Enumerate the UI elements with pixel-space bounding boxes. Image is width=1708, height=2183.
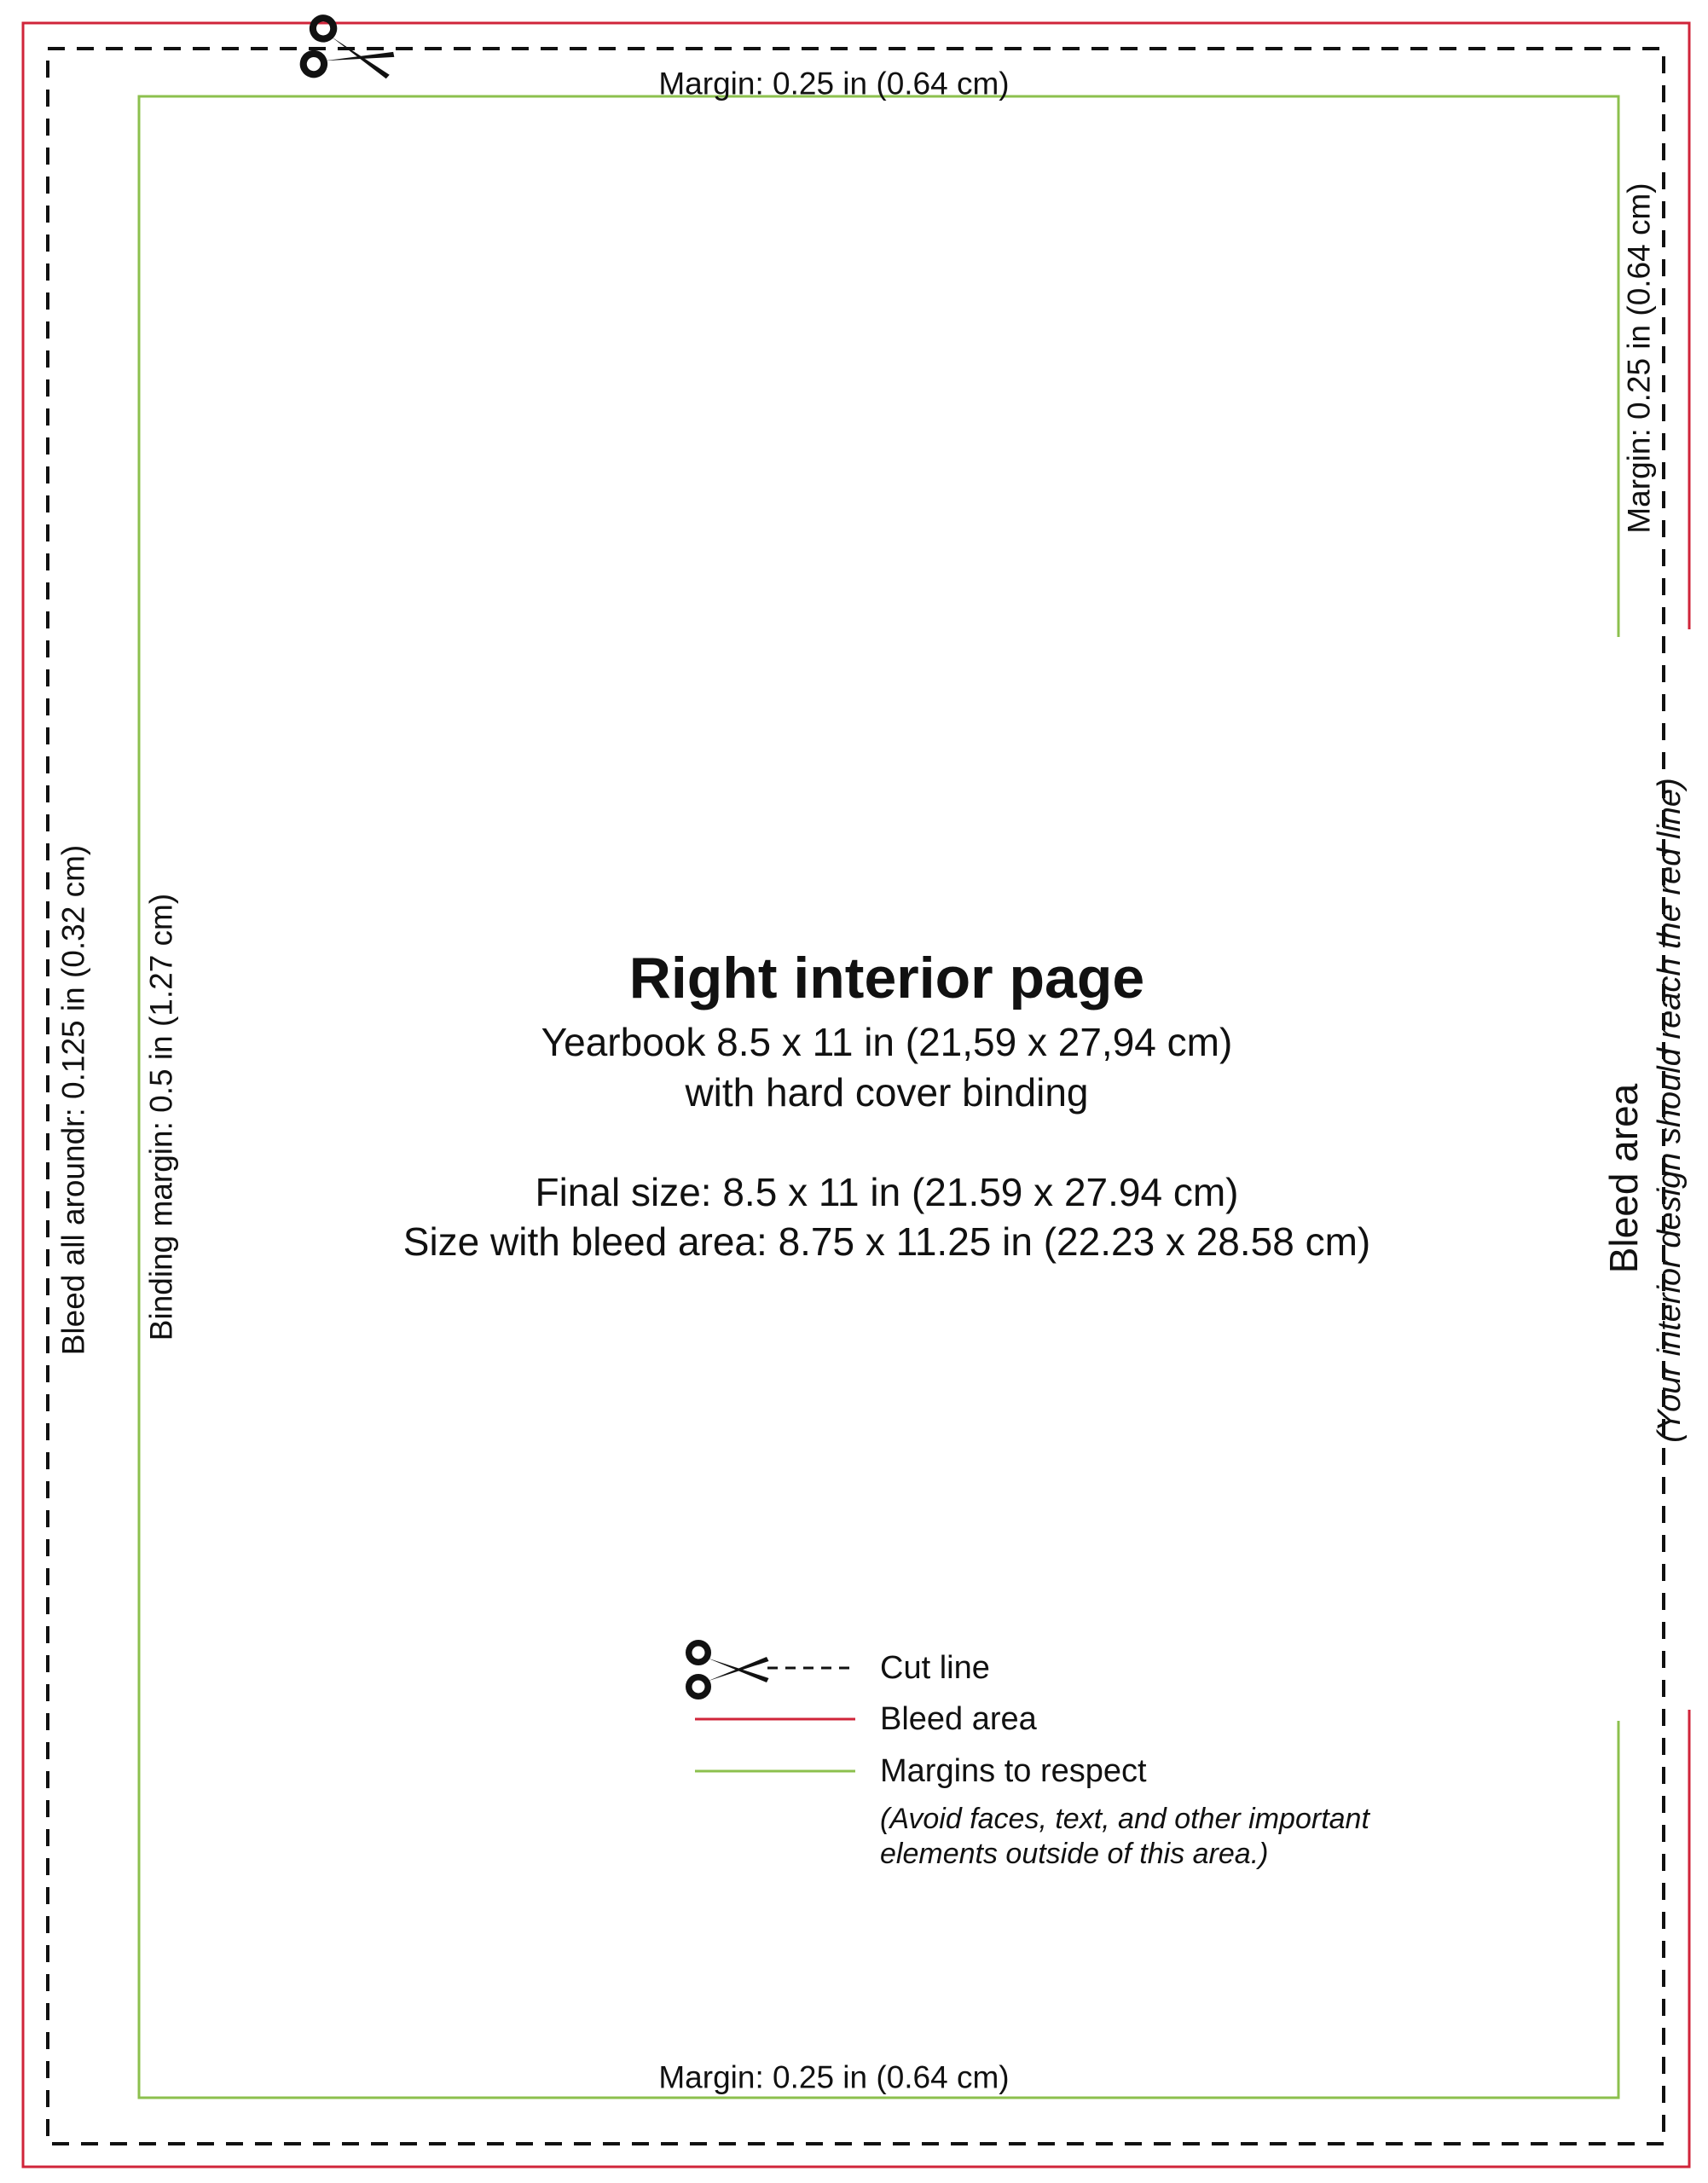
subtitle-line: Yearbook 8.5 x 11 in (21,59 x 27,94 cm) bbox=[541, 1019, 1233, 1064]
legend-margin-note-line: (Avoid faces, text, and other important bbox=[880, 1803, 1369, 1835]
scissors-icon bbox=[689, 1643, 769, 1697]
bottom-margin-label: Margin: 0.25 in (0.64 cm) bbox=[658, 2059, 1010, 2095]
binding-margin-label: Binding margin: 0.5 in (1.27 cm) bbox=[143, 893, 179, 1341]
bleed-note-label: (Your interior design should reach the red line) bbox=[1652, 778, 1688, 1443]
subtitle-line: with hard cover binding bbox=[685, 1069, 1089, 1115]
final-size-line: Final size: 8.5 x 11 in (21.59 x 27.94 cm) bbox=[535, 1169, 1239, 1214]
bleed-area-label: Bleed area bbox=[1601, 1083, 1646, 1274]
legend-bleed-label: Bleed area bbox=[880, 1701, 1037, 1737]
page-title: Right interior page bbox=[628, 946, 1145, 1010]
page-info bbox=[403, 947, 1370, 1267]
bleed-size-line: Size with bleed area: 8.75 x 11.25 in (22.23 x 28.58 cm) bbox=[402, 1219, 1371, 1265]
scissors-icon bbox=[301, 15, 399, 93]
bleed-all-around-label: Bleed all aroundr: 0.125 in (0.32 cm) bbox=[55, 844, 91, 1356]
legend-margin-label: Margins to respect bbox=[880, 1753, 1147, 1789]
legend-cut-line bbox=[689, 1643, 855, 1697]
right-margin-label: Margin: 0.25 in (0.64 cm) bbox=[1621, 182, 1657, 534]
legend-cut-label: Cut line bbox=[880, 1650, 990, 1686]
top-margin-label: Margin: 0.25 in (0.64 cm) bbox=[658, 66, 1010, 101]
legend-margin-note bbox=[880, 1802, 1369, 1872]
legend-margin-note-line: elements outside of this area.) bbox=[880, 1837, 1269, 1870]
